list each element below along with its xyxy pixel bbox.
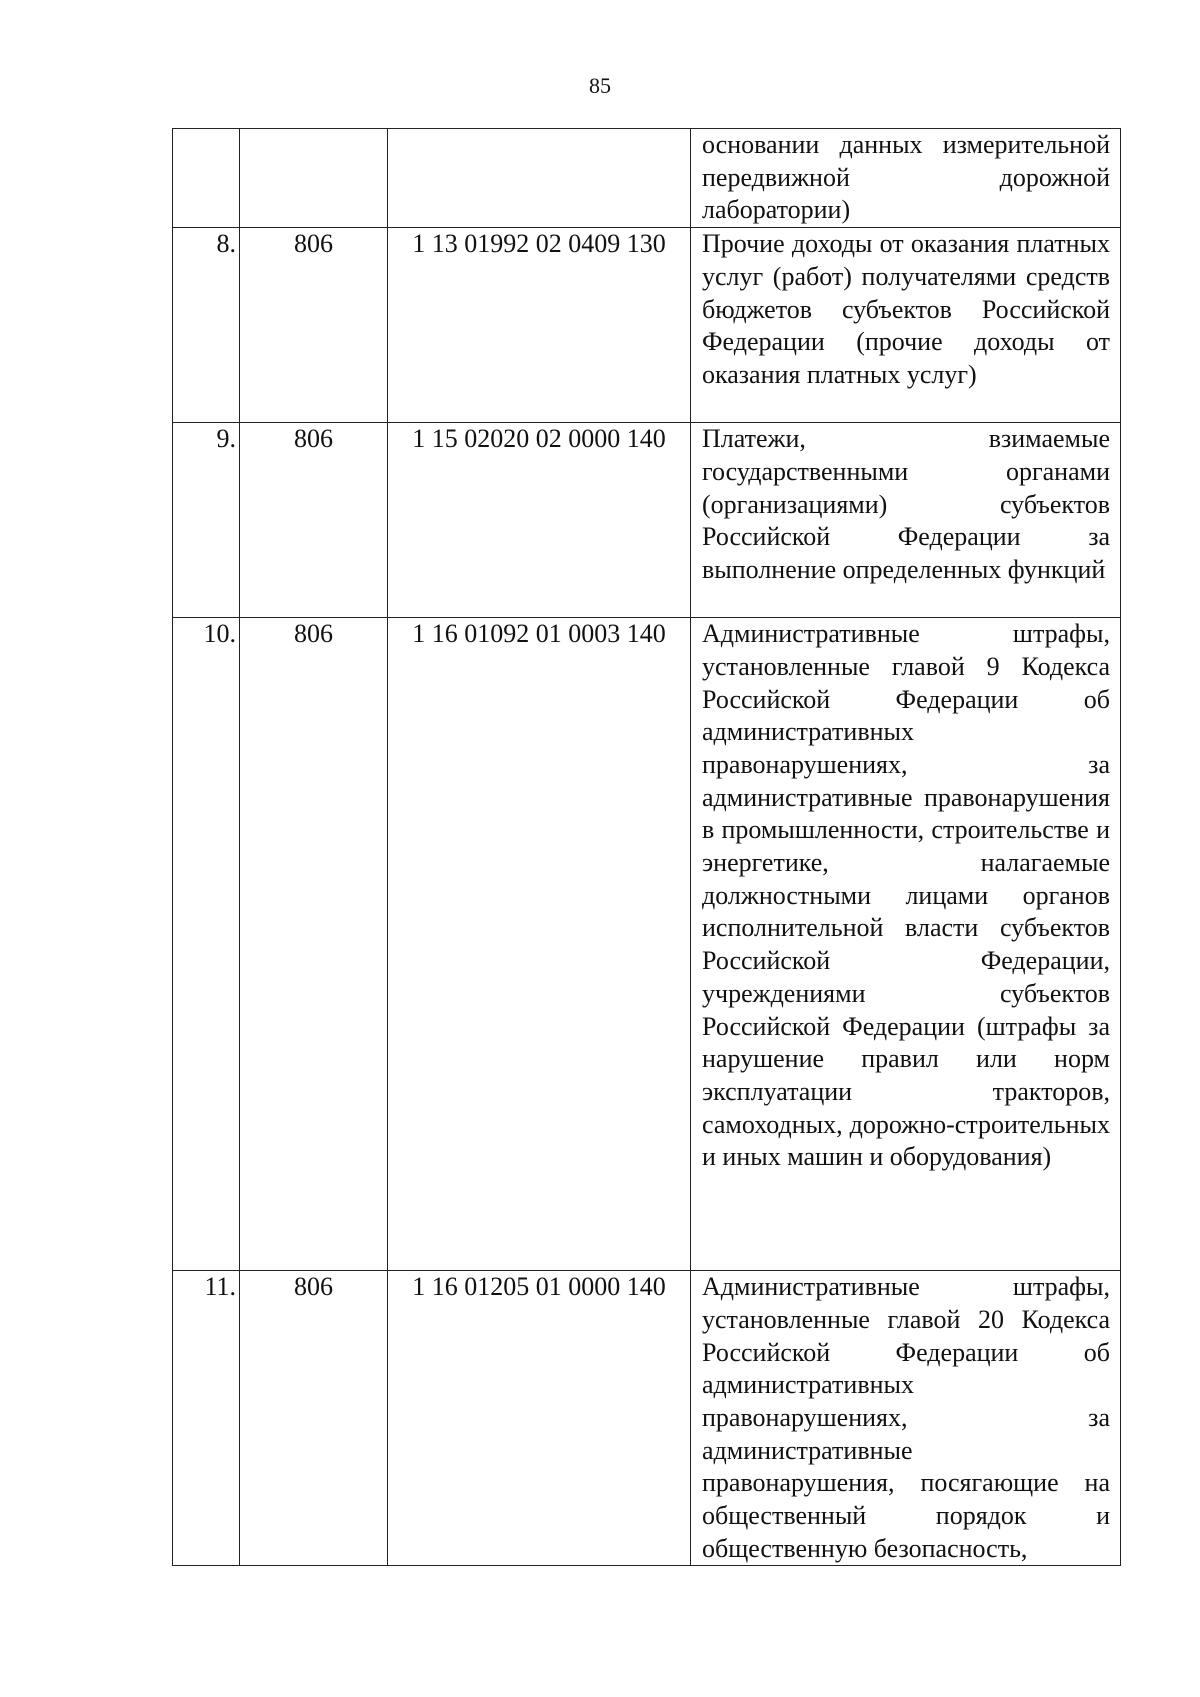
admin-code <box>240 129 388 228</box>
table-row <box>173 423 1121 618</box>
kbk-code: 1 13 01992 02 0409 130 <box>388 228 691 423</box>
description-text: основании данных измерительной передвижной дорожной лаборатории) <box>702 130 1110 225</box>
row-number <box>173 129 240 228</box>
description-text: Административные штрафы, установленные главой 9 Кодекса Российской Федерации об административных правонарушениях, за административные правонарушения в промышленности, строительстве и энергетике, налагаемые должностными лицами органов исполнительной власти субъектов Российской Федерации, учреждениями субъектов Российской Федерации (штрафы за нарушение правил или норм эксплуатации тракторов, самоходных, дорожно-строительных и иных машин и оборудования) <box>702 619 1110 1172</box>
row-number: 10. <box>173 618 240 1271</box>
income-description <box>691 423 1121 618</box>
row-number: 8. <box>173 228 240 423</box>
kbk-code: 1 16 01205 01 0000 140 <box>388 1271 691 1566</box>
description-text: Платежи, взимаемые государственными органами (организациями) субъектов Российской Федерации за выполнение определенных функций <box>702 424 1110 584</box>
admin-code: 806 <box>240 618 388 1271</box>
row-number: 11. <box>173 1271 240 1566</box>
admin-code: 806 <box>240 228 388 423</box>
kbk-code <box>388 129 691 228</box>
income-description <box>691 129 1121 228</box>
admin-code: 806 <box>240 423 388 618</box>
table-row <box>173 228 1121 423</box>
row-number: 9. <box>173 423 240 618</box>
admin-code: 806 <box>240 1271 388 1566</box>
income-description <box>691 228 1121 423</box>
income-description <box>691 1271 1121 1566</box>
income-description <box>691 618 1121 1271</box>
table-row <box>173 1271 1121 1566</box>
description-text: Административные штрафы, установленные главой 20 Кодекса Российской Федерации об административных правонарушениях, за административные правонарушения, посягающие на общественный порядок и общественную безопасность, <box>702 1272 1110 1563</box>
page-number: 85 <box>589 73 611 98</box>
table-row <box>173 129 1121 228</box>
revenue-codes-table <box>172 128 1121 1566</box>
description-text: Прочие доходы от оказания платных услуг (работ) получателями средств бюджетов субъектов Российской Федерации (прочие доходы от оказания платных услуг) <box>702 229 1110 389</box>
table-row <box>173 618 1121 1271</box>
kbk-code: 1 15 02020 02 0000 140 <box>388 423 691 618</box>
kbk-code: 1 16 01092 01 0003 140 <box>388 618 691 1271</box>
